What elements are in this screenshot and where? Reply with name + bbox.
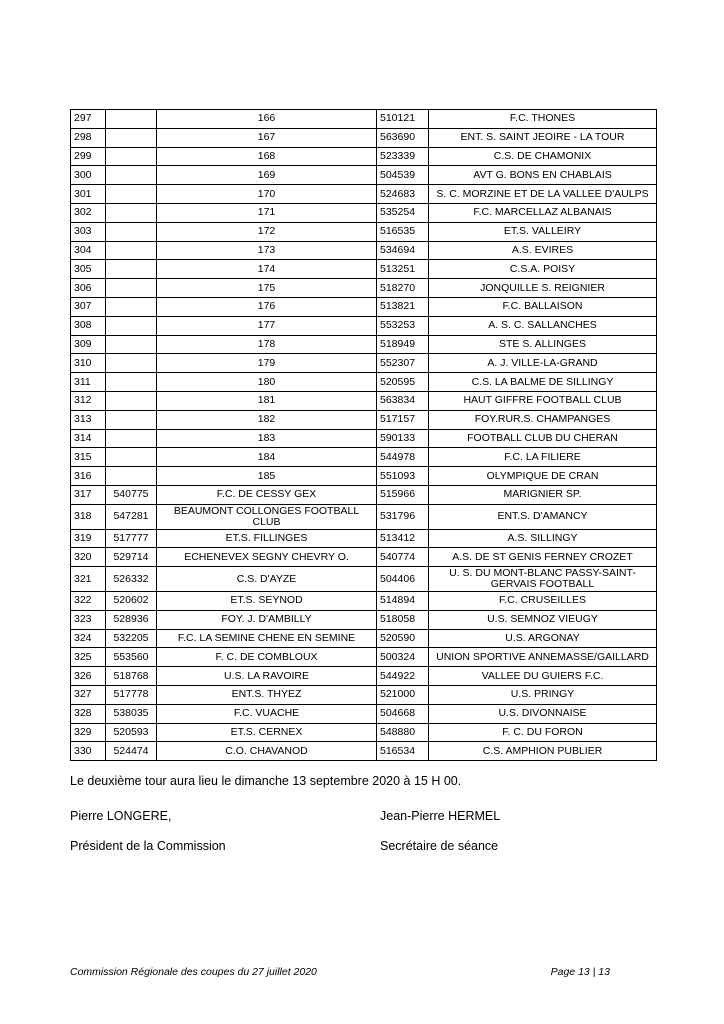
home-club-code-cell: 520602 [106,591,157,610]
away-club-code-cell: 553253 [377,316,429,335]
match-number-cell: 302 [71,203,106,222]
away-club-code-cell: 514894 [377,591,429,610]
away-club-code-cell: 513821 [377,297,429,316]
home-club-cell: ECHENEVEX SEGNY CHEVRY O. [157,548,377,567]
table-row [71,529,657,548]
home-club-code-cell [106,335,157,354]
table-row [71,373,657,392]
table-row [71,391,657,410]
table-row [71,467,657,486]
away-club-cell: FOOTBALL CLUB DU CHERAN [429,429,657,448]
away-club-cell: U.S. PRINGY [429,685,657,704]
home-club-cell: 183 [157,429,377,448]
away-club-cell: S. C. MORZINE ET DE LA VALLEE D'AULPS [429,185,657,204]
away-club-cell: C.S.A. POISY [429,260,657,279]
home-club-cell: 182 [157,410,377,429]
home-club-cell: 168 [157,147,377,166]
away-club-code-cell: 563834 [377,391,429,410]
home-club-cell: 170 [157,185,377,204]
match-number-cell: 321 [71,567,106,592]
home-club-code-cell [106,373,157,392]
away-club-code-cell: 540774 [377,548,429,567]
match-number-cell: 329 [71,723,106,742]
match-number-cell: 319 [71,529,106,548]
draw-results-table [70,109,657,761]
away-club-code-cell: 524683 [377,185,429,204]
match-number-cell: 325 [71,648,106,667]
away-club-code-cell: 500324 [377,648,429,667]
table-row [71,629,657,648]
away-club-code-cell: 590133 [377,429,429,448]
footer-page-number: Page 13 | 13 [550,966,610,978]
match-number-cell: 313 [71,410,106,429]
match-number-cell: 316 [71,467,106,486]
signer-right-name: Jean-Pierre HERMEL [380,809,501,823]
away-club-code-cell: 513251 [377,260,429,279]
table-row [71,297,657,316]
away-club-cell: F.C. MARCELLAZ ALBANAIS [429,203,657,222]
match-number-cell: 300 [71,166,106,185]
home-club-cell: F. C. DE COMBLOUX [157,648,377,667]
home-club-code-cell [106,297,157,316]
table-row [71,448,657,467]
match-number-cell: 315 [71,448,106,467]
home-club-cell: 167 [157,128,377,147]
home-club-code-cell [106,410,157,429]
home-club-cell: F.C. VUACHE [157,704,377,723]
away-club-cell: F.C. CRUSEILLES [429,591,657,610]
away-club-cell: HAUT GIFFRE FOOTBALL CLUB [429,391,657,410]
table-row [71,504,657,529]
away-club-code-cell: 520590 [377,629,429,648]
home-club-code-cell [106,128,157,147]
table-row [71,410,657,429]
home-club-code-cell: 538035 [106,704,157,723]
home-club-code-cell [106,429,157,448]
away-club-code-cell: 563690 [377,128,429,147]
home-club-code-cell [106,279,157,298]
match-number-cell: 304 [71,241,106,260]
footer-left: Commission Régionale des coupes du 27 juillet 2020 [70,966,317,978]
away-club-code-cell: 544978 [377,448,429,467]
away-club-code-cell: 517157 [377,410,429,429]
table-row [71,335,657,354]
away-club-cell: F. C. DU FORON [429,723,657,742]
away-club-cell: UNION SPORTIVE ANNEMASSE/GAILLARD [429,648,657,667]
table-row [71,222,657,241]
away-club-cell: VALLEE DU GUIERS F.C. [429,667,657,686]
table-row [71,704,657,723]
home-club-cell: FOY. J. D'AMBILLY [157,610,377,629]
home-club-code-cell: 529714 [106,548,157,567]
home-club-cell: 177 [157,316,377,335]
home-club-code-cell [106,316,157,335]
home-club-code-cell [106,467,157,486]
away-club-code-cell: 518270 [377,279,429,298]
table-row [71,648,657,667]
home-club-cell: BEAUMONT COLLONGES FOOTBALL CLUB [157,504,377,529]
away-club-cell: MARIGNIER SP. [429,485,657,504]
away-club-cell: C.S. AMPHION PUBLIER [429,742,657,761]
away-club-code-cell: 513412 [377,529,429,548]
table-row [71,354,657,373]
home-club-code-cell [106,448,157,467]
signer-right-role: Secrétaire de séance [380,839,499,853]
table-row [71,185,657,204]
home-club-cell: 173 [157,241,377,260]
home-club-code-cell: 528936 [106,610,157,629]
match-number-cell: 328 [71,704,106,723]
match-number-cell: 327 [71,685,106,704]
away-club-code-cell: 515966 [377,485,429,504]
away-club-cell: ET.S. VALLEIRY [429,222,657,241]
away-club-cell: F.C. BALLAISON [429,297,657,316]
away-club-code-cell: 548880 [377,723,429,742]
away-club-cell: ENT. S. SAINT JEOIRE - LA TOUR [429,128,657,147]
home-club-cell: 180 [157,373,377,392]
table-row [71,610,657,629]
away-club-code-cell: 552307 [377,354,429,373]
match-number-cell: 326 [71,667,106,686]
home-club-code-cell: 532205 [106,629,157,648]
table-row [71,591,657,610]
home-club-cell: 179 [157,354,377,373]
home-club-code-cell [106,241,157,260]
table-row [71,667,657,686]
away-club-cell: U. S. DU MONT-BLANC PASSY-SAINT-GERVAIS FOOTBALL [429,567,657,592]
table-row [71,742,657,761]
away-club-cell: U.S. SEMNOZ VIEUGY [429,610,657,629]
match-number-cell: 330 [71,742,106,761]
home-club-code-cell [106,166,157,185]
away-club-code-cell: 518949 [377,335,429,354]
match-number-cell: 312 [71,391,106,410]
home-club-code-cell: 517778 [106,685,157,704]
away-club-cell: ENT.S. D'AMANCY [429,504,657,529]
home-club-cell: 169 [157,166,377,185]
match-number-cell: 309 [71,335,106,354]
match-number-cell: 317 [71,485,106,504]
home-club-cell: ET.S. FILLINGES [157,529,377,548]
match-number-cell: 301 [71,185,106,204]
home-club-code-cell: 517777 [106,529,157,548]
away-club-cell: AVT G. BONS EN CHABLAIS [429,166,657,185]
match-number-cell: 297 [71,110,106,129]
match-number-cell: 314 [71,429,106,448]
away-club-code-cell: 521000 [377,685,429,704]
match-number-cell: 323 [71,610,106,629]
match-number-cell: 298 [71,128,106,147]
table-row [71,110,657,129]
home-club-code-cell [106,203,157,222]
signer-left-role: Président de la Commission [70,839,226,853]
match-number-cell: 318 [71,504,106,529]
away-club-cell: OLYMPIQUE DE CRAN [429,467,657,486]
announcement-text: Le deuxième tour aura lieu le dimanche 13 septembre 2020 à 15 H 00. [70,774,462,788]
away-club-code-cell: 544922 [377,667,429,686]
table-row [71,147,657,166]
away-club-code-cell: 523339 [377,147,429,166]
home-club-cell: 185 [157,467,377,486]
table-row [71,316,657,335]
home-club-code-cell: 547281 [106,504,157,529]
away-club-cell: A. J. VILLE-LA-GRAND [429,354,657,373]
away-club-cell: F.C. THONES [429,110,657,129]
home-club-cell: F.C. LA SEMINE CHENE EN SEMINE [157,629,377,648]
away-club-cell: U.S. DIVONNAISE [429,704,657,723]
home-club-cell: 184 [157,448,377,467]
match-number-cell: 308 [71,316,106,335]
home-club-cell: F.C. DE CESSY GEX [157,485,377,504]
match-number-cell: 307 [71,297,106,316]
away-club-code-cell: 504668 [377,704,429,723]
away-club-code-cell: 516535 [377,222,429,241]
home-club-code-cell: 553560 [106,648,157,667]
home-club-cell: ET.S. CERNEX [157,723,377,742]
away-club-code-cell: 516534 [377,742,429,761]
away-club-cell: A.S. EVIRES [429,241,657,260]
home-club-cell: 176 [157,297,377,316]
away-club-cell: U.S. ARGONAY [429,629,657,648]
home-club-code-cell [106,185,157,204]
home-club-cell: 171 [157,203,377,222]
table-row [71,567,657,592]
table-row [71,203,657,222]
away-club-cell: STE S. ALLINGES [429,335,657,354]
home-club-code-cell [106,222,157,241]
home-club-code-cell: 518768 [106,667,157,686]
match-number-cell: 324 [71,629,106,648]
home-club-cell: U.S. LA RAVOIRE [157,667,377,686]
away-club-code-cell: 510121 [377,110,429,129]
match-number-cell: 305 [71,260,106,279]
away-club-cell: C.S. LA BALME DE SILLINGY [429,373,657,392]
away-club-cell: A.S. SILLINGY [429,529,657,548]
home-club-cell: C.O. CHAVANOD [157,742,377,761]
away-club-cell: A.S. DE ST GENIS FERNEY CROZET [429,548,657,567]
home-club-code-cell: 540775 [106,485,157,504]
home-club-cell: 166 [157,110,377,129]
home-club-cell: 178 [157,335,377,354]
signer-left-name: Pierre LONGERE, [70,809,172,823]
match-number-cell: 299 [71,147,106,166]
away-club-cell: F.C. LA FILIERE [429,448,657,467]
away-club-cell: C.S. DE CHAMONIX [429,147,657,166]
home-club-code-cell: 526332 [106,567,157,592]
away-club-code-cell: 504406 [377,567,429,592]
away-club-code-cell: 551093 [377,467,429,486]
match-number-cell: 320 [71,548,106,567]
table-row [71,279,657,298]
table-row [71,548,657,567]
home-club-code-cell [106,147,157,166]
table-row [71,166,657,185]
table-row [71,260,657,279]
home-club-code-cell [106,354,157,373]
away-club-code-cell: 535254 [377,203,429,222]
away-club-code-cell: 518058 [377,610,429,629]
home-club-code-cell [106,110,157,129]
table-row [71,723,657,742]
home-club-cell: 181 [157,391,377,410]
home-club-code-cell: 524474 [106,742,157,761]
home-club-cell: 175 [157,279,377,298]
home-club-cell: 174 [157,260,377,279]
away-club-cell: JONQUILLE S. REIGNIER [429,279,657,298]
home-club-cell: C.S. D'AYZE [157,567,377,592]
away-club-code-cell: 504539 [377,166,429,185]
home-club-code-cell: 520593 [106,723,157,742]
away-club-code-cell: 531796 [377,504,429,529]
home-club-cell: 172 [157,222,377,241]
match-number-cell: 310 [71,354,106,373]
table-row [71,429,657,448]
away-club-code-cell: 534694 [377,241,429,260]
table-row [71,685,657,704]
match-number-cell: 306 [71,279,106,298]
away-club-code-cell: 520595 [377,373,429,392]
home-club-cell: ENT.S. THYEZ [157,685,377,704]
home-club-code-cell [106,260,157,279]
table-row [71,485,657,504]
home-club-cell: ET.S. SEYNOD [157,591,377,610]
match-number-cell: 303 [71,222,106,241]
table-row [71,241,657,260]
home-club-code-cell [106,391,157,410]
away-club-cell: A. S. C. SALLANCHES [429,316,657,335]
table-row [71,128,657,147]
away-club-cell: FOY.RUR.S. CHAMPANGES [429,410,657,429]
match-number-cell: 311 [71,373,106,392]
match-number-cell: 322 [71,591,106,610]
